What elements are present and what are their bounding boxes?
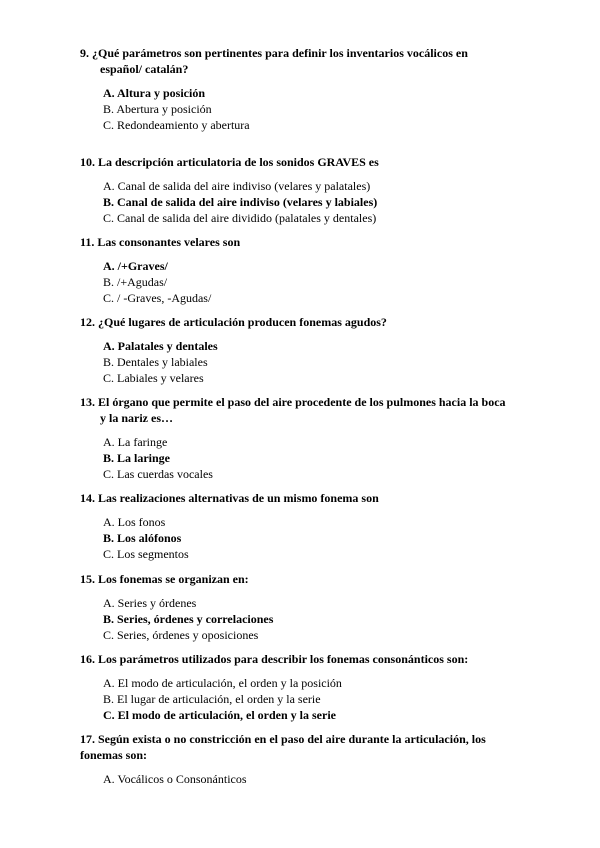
option-a: A. Los fonos [103, 515, 166, 529]
question-text: 12. ¿Qué lugares de articulación producen fonemas agudos? [80, 315, 387, 329]
option-c: C. Series, órdenes y oposiciones [103, 628, 259, 643]
option-c: C. Canal de salida del aire dividido (palatales y dentales) [103, 211, 377, 226]
option-b: B. La laringe [103, 451, 171, 466]
question-15 [80, 571, 530, 644]
question-9 [80, 45, 530, 134]
answer-options [80, 434, 530, 483]
question-14 [80, 490, 530, 563]
question-title [80, 154, 530, 170]
option-a: A. Altura y posición [103, 86, 206, 100]
option-c: C. Los segmentos [103, 547, 189, 562]
question-17 [80, 731, 530, 787]
question-16 [80, 651, 530, 724]
option-b: B. Series, órdenes y correlaciones [103, 612, 274, 627]
question-title [80, 314, 530, 330]
option-a: A. El modo de articulación, el orden y la posición [103, 676, 342, 690]
question-13 [80, 394, 530, 483]
question-12 [80, 314, 530, 387]
option-b: B. Abertura y posición [103, 102, 212, 117]
option-a: A. La faringe [103, 435, 168, 449]
question-text-continued: fonemas son: [80, 748, 148, 762]
option-a: A. /+Graves/ [103, 259, 168, 273]
option-b: B. El lugar de articulación, el orden y la serie [103, 692, 321, 707]
option-b: B. Canal de salida del aire indiviso (velares y labiales) [103, 195, 378, 210]
answer-options [80, 258, 530, 307]
option-c: C. El modo de articulación, el orden y la serie [103, 708, 336, 723]
option-b: B. Los alófonos [103, 531, 182, 546]
question-text: 14. Las realizaciones alternativas de un mismo fonema son [80, 491, 379, 505]
answer-options [80, 675, 530, 724]
question-text-continued: y la nariz es… [100, 411, 173, 425]
option-a: A. Series y órdenes [103, 596, 197, 610]
answer-options [80, 85, 530, 134]
question-text: 9. ¿Qué parámetros son pertinentes para definir los inventarios vocálicos en [80, 46, 468, 60]
option-a: A. Vocálicos o Consonánticos [103, 772, 247, 786]
option-a: A. Palatales y dentales [103, 339, 218, 353]
question-text: 10. La descripción articulatoria de los sonidos GRAVES es [80, 155, 379, 169]
option-c: C. Redondeamiento y abertura [103, 118, 250, 133]
option-c: C. / -Graves, -Agudas/ [103, 291, 212, 306]
answer-options [80, 771, 530, 787]
question-text: 11. Las consonantes velares son [80, 235, 241, 249]
option-c: C. Labiales y velares [103, 371, 204, 386]
question-title [80, 651, 530, 667]
question-text: 16. Los parámetros utilizados para describir los fonemas consonánticos son: [80, 652, 469, 666]
question-text: 17. Según exista o no constricción en el paso del aire durante la articulación, los [80, 732, 486, 746]
option-b: B. Dentales y labiales [103, 355, 208, 370]
question-title [80, 731, 530, 763]
answer-options [80, 595, 530, 644]
question-11 [80, 234, 530, 307]
question-10 [80, 154, 530, 227]
question-title [80, 394, 530, 426]
answer-options [80, 178, 530, 227]
question-text: 15. Los fonemas se organizan en: [80, 572, 249, 586]
question-title [80, 234, 530, 250]
answer-options [80, 338, 530, 387]
question-title [80, 45, 530, 77]
option-b: B. /+Agudas/ [103, 275, 168, 290]
option-a: A. Canal de salida del aire indiviso (velares y palatales) [103, 179, 371, 193]
answer-options [80, 514, 530, 563]
question-title [80, 571, 530, 587]
option-c: C. Las cuerdas vocales [103, 467, 213, 482]
question-title [80, 490, 530, 506]
question-text-continued: español/ catalán? [100, 62, 189, 76]
question-text: 13. El órgano que permite el paso del aire procedente de los pulmones hacia la boca [80, 395, 506, 409]
